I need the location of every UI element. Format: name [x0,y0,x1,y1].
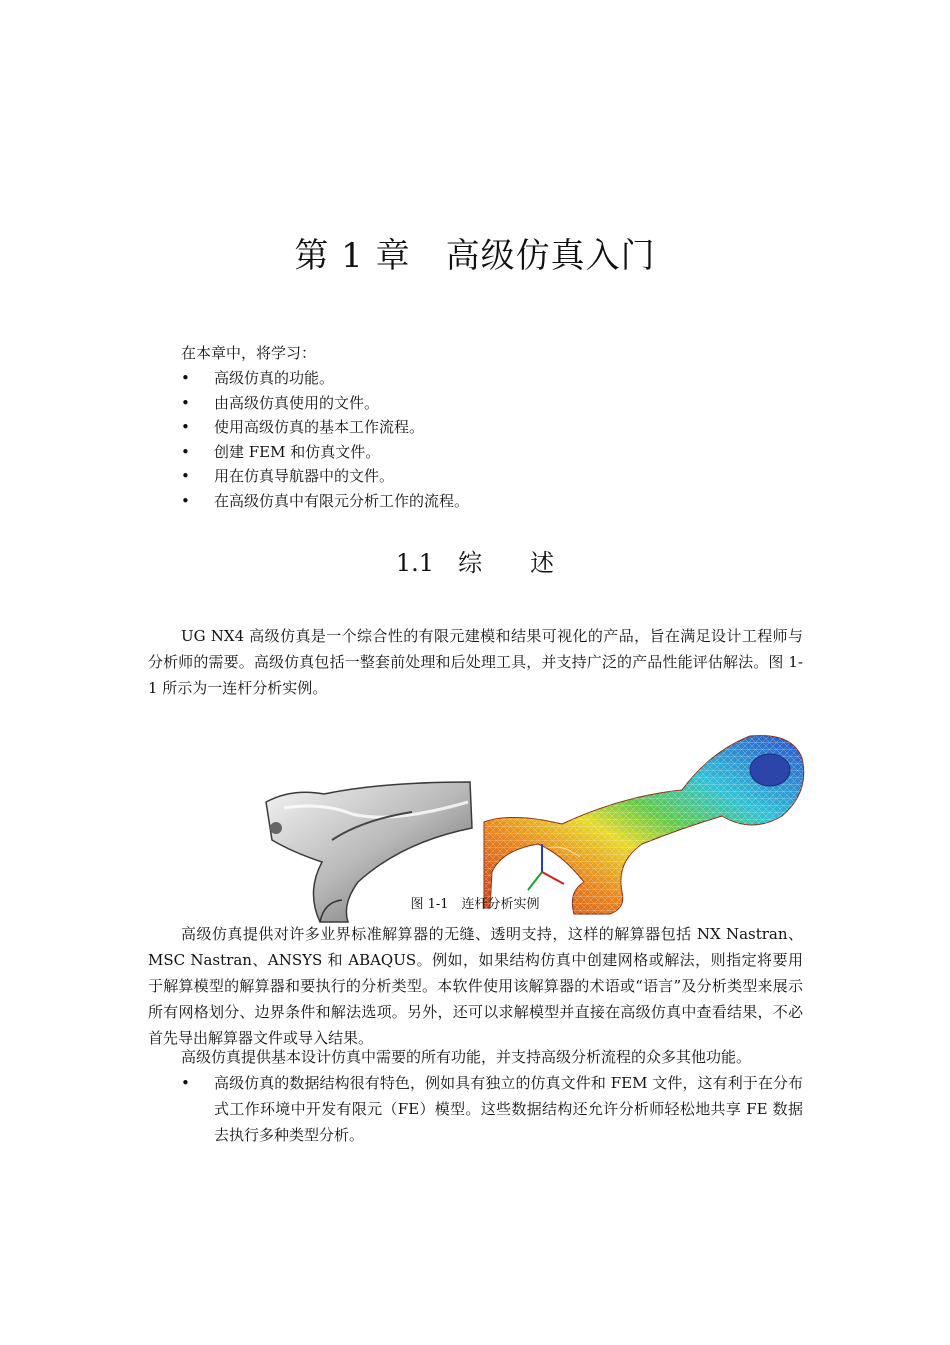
objective-item: • 高级仿真的功能。 [181,366,469,391]
feature-bullet [181,1070,803,1148]
paragraph-text: 高级仿真提供基本设计仿真中需要的所有功能，并支持高级分析流程的众多其他功能。 [181,1048,752,1066]
overview-paragraph [148,623,803,701]
section-title: 1.1 综 述 [395,549,555,577]
bullet-text: 高级仿真的数据结构很有特色，例如具有独立的仿真文件和 FEM 文件，这有利于在分布式工作环境中开发有限元（FE）模型。这些数据结构还允许分析师轻松地共享 FE 数据去执行多种类型分析。 [214,1074,803,1144]
paragraph-text: 高级仿真提供对许多业界标准解算器的无缝、透明支持，这样的解算器包括 NX Nastran、MSC Nastran、ANSYS 和 ABAQUS。例如，如果结构仿真中创建网格或解法，则指定将要用于解算模型的解算器和要执行的分析类型。本软件使用该解算器的术语或“语言”及分析类型来展示所有网格划分、边界条件和解法选项。另外，还可以求解模型并直接在高级仿真中查看结果，不必首先导出解算器文件或导入结果。 [148,925,803,1047]
chapter-title: 第 1 章 高级仿真入门 [294,236,656,276]
objective-item: • 在高级仿真中有限元分析工作的流程。 [181,489,469,514]
paragraph-text: UG NX4 高级仿真是一个综合性的有限元建模和结果可视化的产品，旨在满足设计工程师与分析师的需要。高级仿真包括一整套前处理和后处理工具，并支持广泛的产品性能评估解法。图 1-1 所示为一连杆分析实例。 [148,627,803,697]
figure-caption: 图 1-1 连杆分析实例 [410,897,540,912]
objective-item: • 使用高级仿真的基本工作流程。 [181,415,469,440]
objective-item: • 由高级仿真使用的文件。 [181,391,469,416]
objectives-list [181,366,469,514]
objective-item: • 用在仿真导航器中的文件。 [181,464,469,489]
objective-item: • 创建 FEM 和仿真文件。 [181,440,469,465]
fe-model-image [484,735,804,914]
features-paragraph [148,1044,803,1070]
bullet-marker: • [181,1074,190,1092]
solver-paragraph [148,921,803,1051]
intro-lead: 在本章中，将学习： [181,344,317,362]
